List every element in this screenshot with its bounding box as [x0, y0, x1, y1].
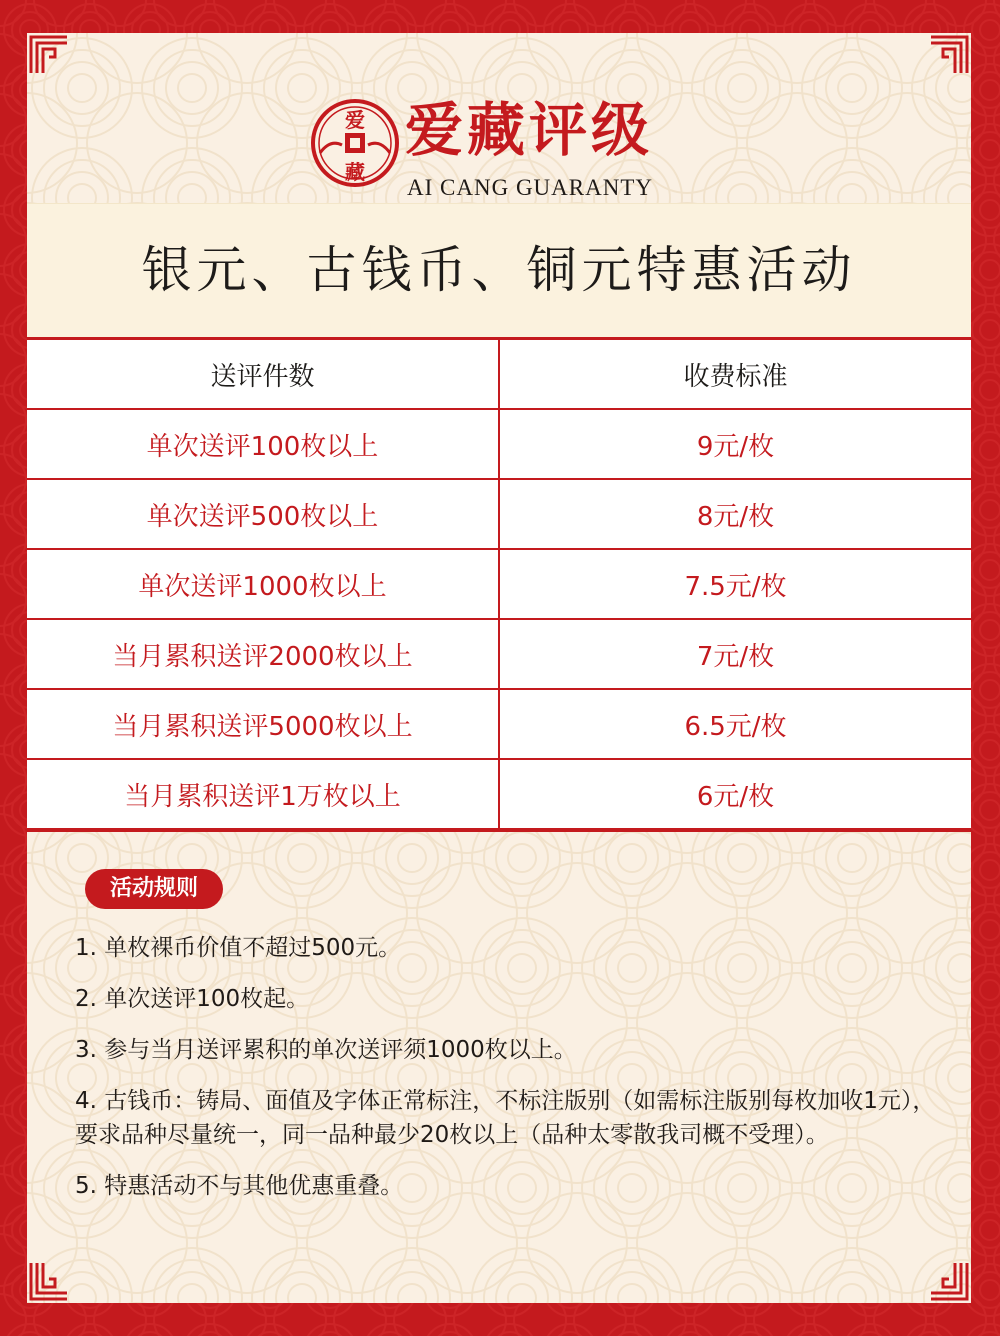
- page-title: 银元、古钱币、铜元特惠活动: [141, 241, 857, 299]
- rule-item: 5. 特惠活动不与其他优惠重叠。: [75, 1173, 404, 1199]
- row-fee-cell: 6元/枚: [499, 759, 971, 830]
- table-row: [27, 479, 971, 549]
- rules-badge: 活动规则: [85, 869, 223, 909]
- rule-item: 4. 古钱币：铸局、面值及字体正常标注，不标注版别（如需标注版别每枚加收1元），要求品种尽量统一，同一品种最少20枚以上（品种太零散我司概不受理）。: [75, 1088, 936, 1148]
- brand-header: [27, 33, 971, 203]
- row-fee-cell: 9元/枚: [499, 409, 971, 479]
- row-count-cell: 单次送评1000枚以上: [27, 549, 499, 619]
- fee-table: [27, 340, 971, 832]
- table-header-row: [27, 340, 971, 409]
- row-count-cell: 单次送评500枚以上: [27, 479, 499, 549]
- corner-ornament-bottom-right: [929, 1261, 969, 1301]
- row-count-cell: 单次送评100枚以上: [27, 409, 499, 479]
- row-fee-cell: 8元/枚: [499, 479, 971, 549]
- table-row: [27, 759, 971, 830]
- brand-name-english: AI CANG GUARANTY: [407, 175, 653, 200]
- table-row: [27, 409, 971, 479]
- row-count-cell: 当月累积送评5000枚以上: [27, 689, 499, 759]
- seal-char-bottom: 藏: [345, 160, 365, 184]
- row-fee-cell: 6.5元/枚: [499, 689, 971, 759]
- table-row: [27, 619, 971, 689]
- title-band: [27, 203, 971, 341]
- row-count-cell: 当月累积送评2000枚以上: [27, 619, 499, 689]
- content-card: [27, 33, 971, 1303]
- table-row: [27, 689, 971, 759]
- brand-seal-logo: [310, 83, 400, 197]
- table-row: [27, 549, 971, 619]
- header-fee: 收费标准: [499, 340, 971, 409]
- rule-item: 3. 参与当月送评累积的单次送评须1000枚以上。: [75, 1037, 577, 1063]
- rule-item: 1. 单枚裸币价值不超过500元。: [75, 935, 402, 961]
- header-count: 送评件数: [27, 340, 499, 409]
- seal-char-top: 爱: [345, 108, 365, 132]
- rule-item: 2. 单次送评100枚起。: [75, 986, 310, 1012]
- row-fee-cell: 7元/枚: [499, 619, 971, 689]
- rules-list: [75, 931, 955, 1220]
- row-fee-cell: 7.5元/枚: [499, 549, 971, 619]
- brand-name-chinese: 爱藏评级: [405, 96, 654, 164]
- row-count-cell: 当月累积送评1万枚以上: [27, 759, 499, 830]
- corner-ornament-bottom-left: [29, 1261, 69, 1301]
